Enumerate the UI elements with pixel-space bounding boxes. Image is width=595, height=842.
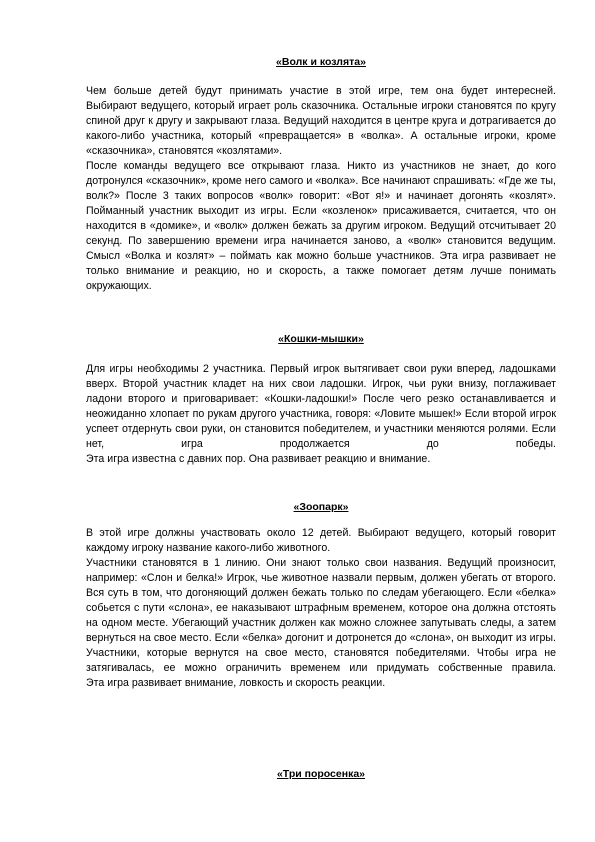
paragraph: Чем больше детей будут принимать участие в этой игре, тем она будет интересней. Выбирают ведущего, который играет роль сказочника. Остальные игроки становятся по кругу спиной друг к другу и закрывают глаза. Ведущий находится в центре круга и дотрагивается до какого-либо участника, который «превращается» в «волка». А остальные игроки, кроме «сказочника», становятся «козлятами». <box>86 85 556 157</box>
paragraph: Для игры необходимы 2 участника. Первый игрок вытягивает свои руки вперед, ладошками вверх. Второй участник кладет на них свои ладошки. Игрок, чьи руки внизу, поглаживает ладони второго и приговаривает: «Кошки-ладошки!» После чего резко останавливается и неожиданно хлопает по рукам другого участника, говоря: «Ловите мышек!» Если второй игрок успеет отдернуть свои руки, он становится победителем, и участники меняются ролями. Если нет, игра продолжается до победы. <box>86 363 556 450</box>
paragraph: Участники, которые вернутся на свое место, становятся победителями. Чтобы игра не затягивалась, ее можно ограничить временем или придумать собственные правила. <box>86 647 556 674</box>
section-title-three-pigs: «Три поросенка» <box>276 768 366 780</box>
paragraph: После команды ведущего все открывают глаза. Никто из участников не знает, до кого дотронулся «сказочник», кроме него самого и «волка». Все начинают спрашивать: «Где же ты, волк?» После 3 таких вопросов «волк» говорит: «Вот я!» и начинает догонять «козлят». Пойманный участник выходит из игры. Если «козленок» присаживается, считается, что он находится в «домике», и «волк» должен бежать за другим игроком. Ведущий отсчитывает 20 секунд. По завершению времени игра начинается заново, а «волк» становится ведущим. Смысл «Волка и козлят» – поймать как можно больше участников. Эта игра развивает не только внимание и реакцию, но и скорость, а также помогает детям лучше понимать окружающих. <box>86 160 556 292</box>
section-body-wolf-and-kids <box>86 84 556 294</box>
section-title-cat-and-mouse: «Кошки-мышки» <box>278 333 364 345</box>
paragraph: Эта игра развивает внимание, ловкость и скорость реакции. <box>86 677 386 689</box>
paragraph: Эта игра известна с давних пор. Она развивает реакцию и внимание. <box>86 453 431 465</box>
section-title-zoo: «Зоопарк» <box>293 501 349 513</box>
paragraph: В этой игре должны участвовать около 12 детей. Выбирают ведущего, который говорит каждому игроку название какого-либо животного. <box>86 527 556 554</box>
section-title-wolf-and-kids: «Волк и козлята» <box>276 56 366 68</box>
paragraph: Участники становятся в 1 линию. Они знают только свои названия. Ведущий произносит, например: «Слон и белка!» Игрок, чье животное назвали первым, должен убегать от второго. Вся суть в том, что догоняющий должен бежать только по следам убегающего. Если «белка» собьется с пути «слона», ее наказывают штрафным временем, которое она должна отстоять на одном месте. Убегающий участник должен как можно сложнее запутывать следы, а затем вернуться на свое место. Если «белка» догонит и дотронется до «слона», он выходит из игры. <box>86 557 556 644</box>
section-body-zoo <box>86 526 556 691</box>
section-body-cat-and-mouse <box>86 362 556 467</box>
